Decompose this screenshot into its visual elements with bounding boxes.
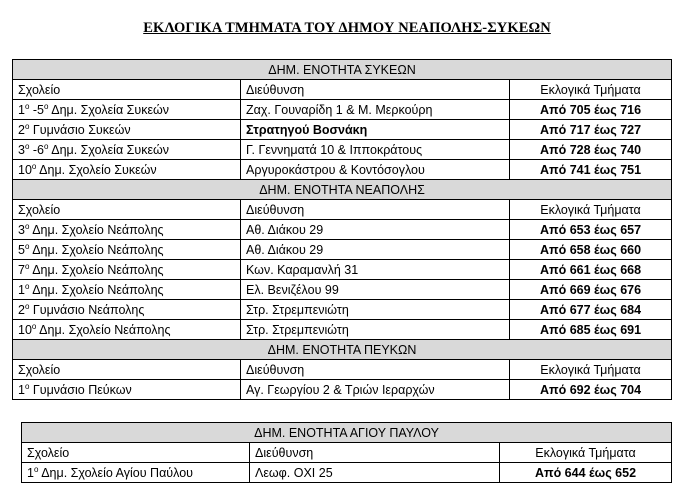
address-cell: Στρ. Στρεμπενιώτη: [241, 300, 510, 320]
table-row: [13, 120, 672, 140]
table-row: [22, 463, 672, 483]
sections-cell: Από 644 έως 652: [500, 463, 672, 483]
column-header-address: Διεύθυνση: [250, 443, 500, 463]
address-cell: Ζαχ. Γουναρίδη 1 & Μ. Μερκούρη: [241, 100, 510, 120]
sections-cell: Από 685 έως 691: [510, 320, 672, 340]
table-row: [13, 280, 672, 300]
column-header-sections: Εκλογικά Τμήματα: [510, 200, 672, 220]
address-cell: Αγ. Γεωργίου 2 & Τριών Ιεραρχών: [241, 380, 510, 400]
section-header-neapoli: ΔΗΜ. ΕΝΟΤΗΤΑ ΝΕΑΠΟΛΗΣ: [13, 180, 672, 200]
school-cell: $2^o$ Γυμνάσιο Συκεών: [13, 120, 241, 140]
school-cell: $1^o$ Δημ. Σχολείο Αγίου Παύλου: [22, 463, 250, 483]
table-row: [13, 220, 672, 240]
table-row: [13, 260, 672, 280]
address-cell: Αθ. Διάκου 29: [241, 240, 510, 260]
sections-cell: Από 705 έως 716: [510, 100, 672, 120]
column-header-row: [13, 80, 672, 100]
address-cell: Κων. Καραμανλή 31: [241, 260, 510, 280]
school-cell: $5^o$ Δημ. Σχολείο Νεάπολης: [13, 240, 241, 260]
column-header-sections: Εκλογικά Τμήματα: [510, 360, 672, 380]
table-row: [13, 100, 672, 120]
school-cell: $1^o$ $-5^o$ Δημ. Σχολεία Συκεών: [13, 100, 241, 120]
sections-cell: Από 741 έως 751: [510, 160, 672, 180]
table-row: [13, 380, 672, 400]
school-cell: $7^o$ Δημ. Σχολείο Νεάπολης: [13, 260, 241, 280]
column-header-school: Σχολείο: [22, 443, 250, 463]
table-row: [13, 140, 672, 160]
column-header-sections: Εκλογικά Τμήματα: [510, 80, 672, 100]
column-header-row: [22, 443, 672, 463]
address-cell: Λεωφ. ΟΧΙ 25: [250, 463, 500, 483]
column-header-sections: Εκλογικά Τμήματα: [500, 443, 672, 463]
polling-sections-table: [12, 59, 672, 400]
column-header-school: Σχολείο: [13, 80, 241, 100]
address-cell: Ελ. Βενιζέλου 99: [241, 280, 510, 300]
sections-cell: Από 658 έως 660: [510, 240, 672, 260]
sections-cell: Από 653 έως 657: [510, 220, 672, 240]
column-header-address: Διεύθυνση: [241, 200, 510, 220]
sections-cell: Από 717 έως 727: [510, 120, 672, 140]
sections-cell: Από 728 έως 740: [510, 140, 672, 160]
section-header-agios-pavlos: ΔΗΜ. ΕΝΟΤΗΤΑ ΑΓΙΟΥ ΠΑΥΛΟΥ: [22, 423, 672, 443]
sections-cell: Από 661 έως 668: [510, 260, 672, 280]
address-cell: Γ. Γεννηματά 10 & Ιπποκράτους: [241, 140, 510, 160]
address-cell: Στρ. Στρεμπενιώτη: [241, 320, 510, 340]
address-cell: Αργυροκάστρου & Κοντόσογλου: [241, 160, 510, 180]
sections-cell: Από 692 έως 704: [510, 380, 672, 400]
school-cell: $1^o$ Γυμνάσιο Πεύκων: [13, 380, 241, 400]
column-header-address: Διεύθυνση: [241, 80, 510, 100]
address-cell: Αθ. Διάκου 29: [241, 220, 510, 240]
table-row: [13, 240, 672, 260]
page-title: ΕΚΛΟΓΙΚΑ ΤΜΗΜΑΤΑ ΤΟΥ ΔΗΜΟΥ ΝΕΑΠΟΛΗΣ-ΣΥΚΕΩΝ: [143, 20, 551, 36]
school-cell: $1^o$ Δημ. Σχολείο Νεάπολης: [13, 280, 241, 300]
table-row: [13, 300, 672, 320]
column-header-row: [13, 200, 672, 220]
sections-cell: Από 677 έως 684: [510, 300, 672, 320]
table-row: [13, 320, 672, 340]
school-cell: $2^o$ Γυμνάσιο Νεάπολης: [13, 300, 241, 320]
column-header-school: Σχολείο: [13, 200, 241, 220]
column-header-address: Διεύθυνση: [241, 360, 510, 380]
section-header-pefka: ΔΗΜ. ΕΝΟΤΗΤΑ ΠΕΥΚΩΝ: [13, 340, 672, 360]
school-cell: $3^o$ Δημ. Σχολείο Νεάπολης: [13, 220, 241, 240]
column-header-row: [13, 360, 672, 380]
agios-pavlos-table: [21, 422, 672, 483]
school-cell: $3^o$ $-6^o$ Δημ. Σχολεία Συκεών: [13, 140, 241, 160]
sections-cell: Από 669 έως 676: [510, 280, 672, 300]
school-cell: $10^o$ Δημ. Σχολείο Συκεών: [13, 160, 241, 180]
address-cell: Στρατηγού Βοσνάκη: [241, 120, 510, 140]
table-row: [13, 160, 672, 180]
school-cell: $10^o$ Δημ. Σχολείο Νεάπολης: [13, 320, 241, 340]
section-header-sykies: ΔΗΜ. ΕΝΟΤΗΤΑ ΣΥΚΕΩΝ: [13, 60, 672, 80]
column-header-school: Σχολείο: [13, 360, 241, 380]
